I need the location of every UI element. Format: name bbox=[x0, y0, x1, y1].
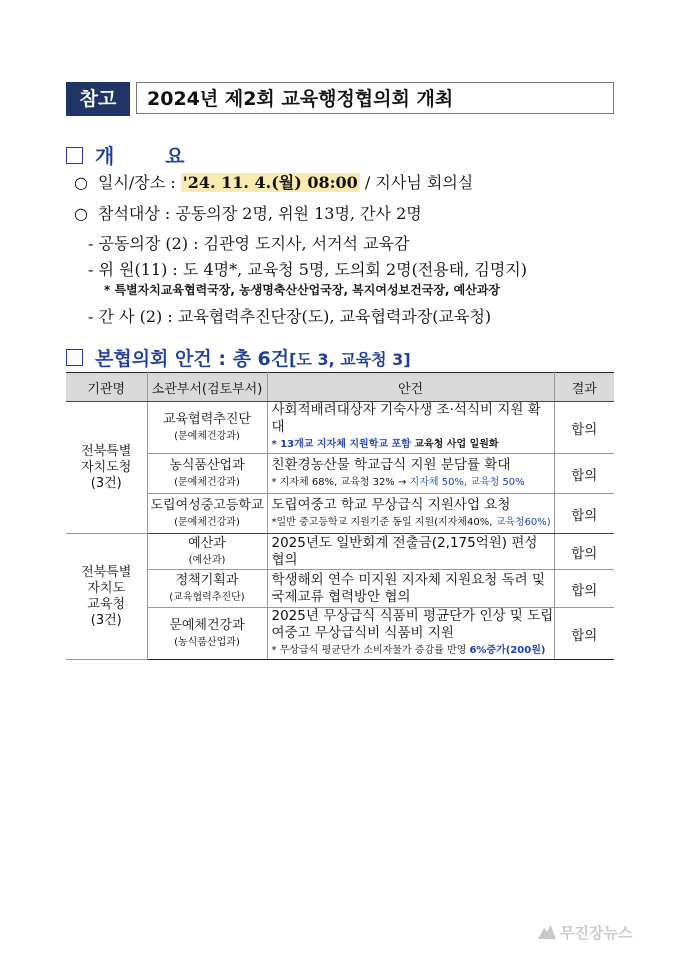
circle-bullet-icon: ○ bbox=[74, 173, 88, 192]
table-row bbox=[66, 454, 614, 494]
table-row bbox=[66, 570, 614, 608]
item-cell bbox=[267, 454, 554, 494]
table-row bbox=[66, 534, 614, 570]
item-cell bbox=[267, 534, 554, 570]
dept-name: 예산과 bbox=[188, 535, 226, 551]
item-text: 도립여중고 학교 무상급식 지원사업 요청 bbox=[271, 496, 511, 513]
table-header-row bbox=[66, 373, 614, 402]
review-dept: (교육협력추진단) bbox=[169, 591, 245, 603]
agenda-heading bbox=[66, 344, 411, 371]
review-dept: (농식품산업과) bbox=[174, 636, 240, 648]
checkbox-square-icon bbox=[66, 147, 83, 164]
item-note bbox=[272, 514, 554, 531]
dept-name: 도립여성중고등학교 bbox=[150, 497, 264, 513]
org-name-line: (3건) bbox=[90, 475, 122, 491]
org-cell bbox=[66, 402, 147, 534]
item-cell bbox=[267, 608, 554, 660]
item-text: 친환경농산물 학교급식 지원 분담률 확대 bbox=[271, 456, 511, 473]
org-name-line: 전북특별 bbox=[81, 564, 132, 580]
item-note-part: * 지자체 68%, 교육청 32% → bbox=[271, 476, 410, 488]
attendees-line bbox=[74, 201, 422, 224]
review-dept: (문예체건강과) bbox=[174, 430, 240, 442]
item-cell bbox=[267, 570, 554, 608]
datetime-value: '24. 11. 4.(월) 08:00 bbox=[182, 173, 358, 192]
item-note bbox=[272, 642, 554, 659]
dept-name: 문예체건강과 bbox=[169, 617, 245, 633]
col-header-item: 안건 bbox=[267, 373, 554, 402]
item-note bbox=[272, 474, 554, 491]
place-value: 지사님 회의실 bbox=[375, 173, 474, 192]
result-cell: 합의 bbox=[554, 454, 614, 494]
mountain-logo-icon bbox=[538, 925, 556, 939]
dept-cell bbox=[147, 608, 267, 660]
reference-badge: 참고 bbox=[66, 82, 130, 116]
result-cell: 합의 bbox=[554, 534, 614, 570]
table-row bbox=[66, 402, 614, 454]
checkbox-square-icon bbox=[66, 349, 83, 366]
overview-heading-text: 개 요 bbox=[95, 144, 207, 168]
dept-cell bbox=[147, 534, 267, 570]
agenda-heading-text: 본협의회 안건 : 총 6건 bbox=[95, 348, 290, 370]
secretaries-line: - 간 사 (2) : 교육협력추진단장(도), 교육협력과장(교육청) bbox=[88, 307, 492, 326]
table-row bbox=[66, 608, 614, 660]
col-header-dept: 소관부서(검토부서) bbox=[147, 373, 267, 402]
circle-bullet-icon: ○ bbox=[74, 204, 88, 223]
agenda-table bbox=[66, 372, 614, 660]
item-note-part: 교육청 사업 일원화 bbox=[410, 439, 499, 450]
review-dept: (예산과) bbox=[188, 554, 226, 566]
table-row bbox=[66, 494, 614, 534]
attendees-text: 참석대상 : 공동의장 2명, 위원 13명, 간사 2명 bbox=[98, 204, 422, 223]
result-cell: 합의 bbox=[554, 608, 614, 660]
review-dept: (문예체건강과) bbox=[174, 476, 240, 488]
datetime-line bbox=[74, 170, 473, 193]
members-note: * 특별자치교육협력국장, 농생명축산산업국장, 복지여성보건국장, 예산과장 bbox=[104, 283, 501, 297]
document-title: 2024년 제2회 교육행정협의회 개최 bbox=[136, 82, 614, 114]
item-text: 2025년도 일반회계 전출금(2,175억원) 편성 협의 bbox=[271, 534, 538, 568]
org-cell bbox=[66, 534, 147, 660]
item-cell bbox=[267, 494, 554, 534]
dept-name: 교육협력추진단 bbox=[163, 411, 251, 427]
review-dept: (문예체건강과) bbox=[174, 516, 240, 528]
datetime-label: 일시/장소 : bbox=[98, 173, 176, 192]
item-note-part: 지자체 50%, 교육청 50% bbox=[409, 476, 525, 488]
col-header-org: 기관명 bbox=[66, 373, 147, 402]
item-text: 사회적배려대상자 기숙사생 조·석식비 지원 확대 bbox=[271, 402, 541, 435]
dept-name: 농식품산업과 bbox=[169, 457, 245, 473]
item-note-part: 교육청60%) bbox=[495, 516, 551, 528]
dept-cell bbox=[147, 454, 267, 494]
co-chairs-line: - 공동의장 (2) : 김관영 도지사, 서거석 교육감 bbox=[88, 234, 410, 253]
watermark-text: 무진장뉴스 bbox=[560, 924, 633, 942]
dept-name: 정책기획과 bbox=[175, 572, 239, 588]
dept-cell bbox=[147, 402, 267, 454]
members-line: - 위 원(11) : 도 4명*, 교육청 5명, 도의회 2명(전용태, 김명지) bbox=[88, 260, 527, 279]
item-note-part: * 무상급식 평균단가 소비자물가 증감률 반영 bbox=[271, 645, 470, 656]
item-note bbox=[272, 436, 554, 453]
item-note-part: 6%증가(200원) bbox=[469, 645, 546, 656]
item-note-part: *일반 중고등학교 지원기준 동일 지원(지자체40%, bbox=[271, 516, 496, 528]
result-cell: 합의 bbox=[554, 402, 614, 454]
col-header-result: 결과 bbox=[554, 373, 614, 402]
dept-cell bbox=[147, 494, 267, 534]
item-cell bbox=[267, 402, 554, 454]
overview-heading bbox=[66, 140, 207, 169]
item-text: 2025년 무상급식 식품비 평균단가 인상 및 도립여중고 무상급식비 식품비 지원 bbox=[271, 608, 554, 641]
dept-cell bbox=[147, 570, 267, 608]
title-box bbox=[66, 82, 614, 116]
agenda-heading-sub: [도 3, 교육청 3] bbox=[289, 350, 411, 369]
datetime-separator: / bbox=[364, 173, 371, 192]
result-cell: 합의 bbox=[554, 494, 614, 534]
org-name-line: (3건) bbox=[90, 612, 122, 628]
watermark bbox=[538, 922, 632, 943]
result-cell: 합의 bbox=[554, 570, 614, 608]
org-name-line: 전북특별 bbox=[81, 443, 132, 459]
org-name-line: 자치도 bbox=[87, 580, 126, 596]
org-name-line: 자치도청 bbox=[81, 459, 132, 475]
org-name-line: 교육청 bbox=[87, 596, 126, 612]
item-note-part: * 13개교 지자체 지원학교 포함 bbox=[271, 439, 411, 450]
item-text: 학생해외 연수 미지원 지자체 지원요청 독려 및 국제교류 협력방안 협의 bbox=[271, 571, 546, 605]
